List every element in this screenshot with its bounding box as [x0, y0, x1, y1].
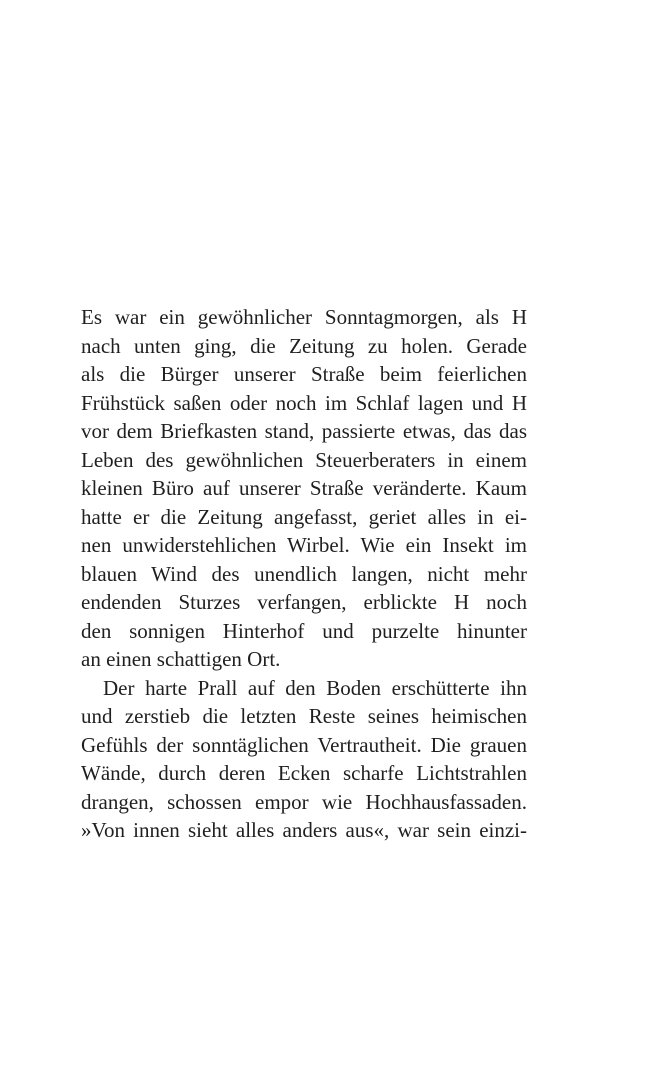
text-line: Es war ein gewöhnlicher Sonntagmorgen, als H	[81, 305, 527, 329]
text-line: blauen Wind des unendlich langen, nicht mehr	[81, 561, 527, 586]
text-line: als die Bürger unserer Straße beim feierlichen	[81, 362, 527, 386]
text-line: hatte er die Zeitung angefasst, geriet alles in ei-	[81, 504, 527, 529]
text-line: Leben des gewöhnlichen Steuerberaters in einem	[81, 447, 527, 472]
text-line: Der harte Prall auf den Boden erschütterte ihn	[103, 675, 527, 700]
text-line: kleinen Büro auf unserer Straße veränderte. Kaum	[81, 476, 527, 500]
paragraph	[81, 303, 527, 674]
text-line: an einen schattigen Ort.	[81, 647, 281, 671]
text-line: vor dem Briefkasten stand, passierte etwas, das das	[81, 419, 527, 443]
text-line: Wände, durch deren Ecken scharfe Lichtstrahlen	[81, 761, 527, 785]
paragraph	[81, 674, 527, 845]
text-block	[81, 303, 527, 845]
text-line: Gefühls der sonntäglichen Vertrautheit. Die grauen	[81, 732, 527, 757]
text-line: den sonnigen Hinterhof und purzelte hinunter	[81, 618, 527, 643]
text-line: und zerstieb die letzten Reste seines heimischen	[81, 704, 527, 728]
text-line: drangen, schossen empor wie Hochhausfassaden.	[81, 789, 527, 814]
text-line: Frühstück saßen oder noch im Schlaf lagen und H	[81, 390, 527, 415]
text-line: endenden Sturzes verfangen, erblickte H noch	[81, 590, 527, 614]
text-line: nach unten ging, die Zeitung zu holen. Gerade	[81, 333, 527, 358]
text-line: nen unwiderstehlichen Wirbel. Wie ein Insekt im	[81, 533, 527, 557]
text-line: »Von innen sieht alles anders aus«, war sein einzi-	[81, 818, 527, 842]
